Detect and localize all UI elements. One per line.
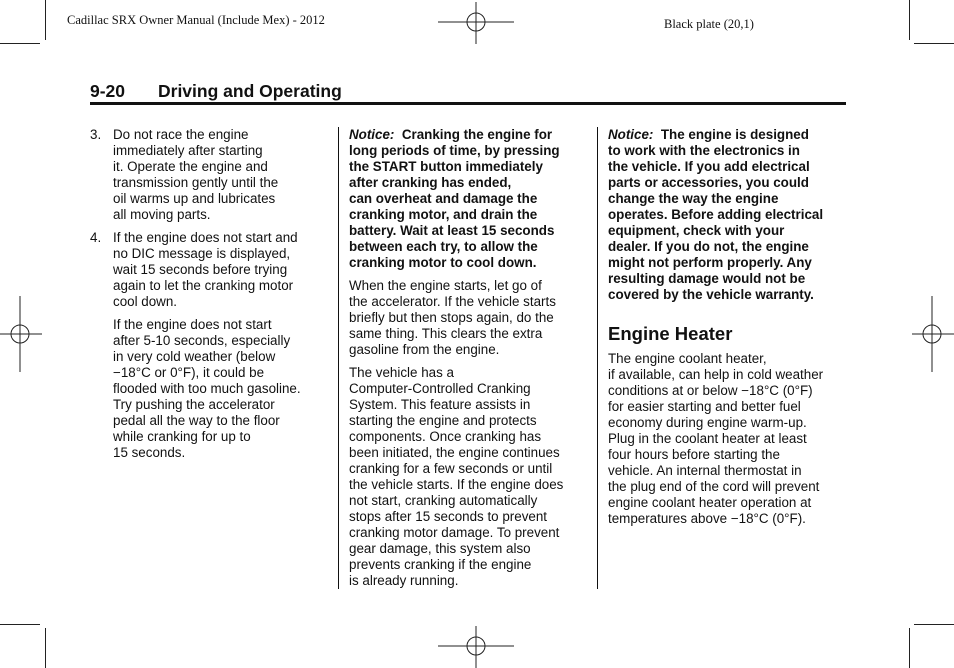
text-line: cool down. (113, 294, 178, 309)
column-2 (349, 127, 589, 596)
registration-mark-bottom-icon (438, 622, 514, 668)
text-line: gasoline from the engine. (349, 342, 500, 357)
text-line: components. Once cranking has (349, 429, 542, 444)
engine-heater-heading: Engine Heater (608, 323, 733, 344)
list-item (90, 127, 326, 223)
text-line: again to let the cranking motor (113, 278, 294, 293)
text-line: in very cold weather (below (113, 349, 276, 364)
text-line: it. Operate the engine and (113, 159, 268, 174)
paragraph (349, 365, 589, 589)
text-line: not start, cranking automatically (349, 493, 538, 508)
text-line: wait 15 seconds before trying (113, 262, 288, 277)
text-line: for easier starting and better fuel (608, 399, 801, 414)
crop-mark (909, 628, 910, 668)
notice-block (608, 127, 850, 303)
text-line: starting the engine and protects (349, 413, 537, 428)
notice-label: Notice: (349, 127, 395, 142)
text-line: stops after 15 seconds to prevent (349, 509, 548, 524)
text-line: flooded with too much gasoline. (113, 381, 301, 396)
text-line: Cranking the engine for (401, 127, 553, 142)
text-line: resulting damage would not be (608, 271, 806, 286)
text-line: the vehicle starts. If the engine does (349, 477, 564, 492)
column-1 (90, 127, 326, 468)
text-line: If the engine does not start (113, 317, 272, 332)
text-line: might not perform properly. Any (608, 255, 812, 270)
text-line: the vehicle. If you add electrical (608, 159, 810, 174)
text-line: covered by the vehicle warranty. (608, 287, 814, 302)
text-line: operates. Before adding electrical (608, 207, 824, 222)
text-line: can overheat and damage the (349, 191, 538, 206)
text-line: immediately after starting (113, 143, 263, 158)
text-line: after 5-10 seconds, especially (113, 333, 291, 348)
section-header (90, 81, 846, 105)
crop-mark (45, 0, 46, 40)
text-line: no DIC message is displayed, (113, 246, 291, 261)
text-line: Do not race the engine (113, 127, 249, 142)
text-line: while cranking for up to (113, 429, 251, 444)
list-item (90, 230, 326, 310)
column-divider (597, 127, 598, 589)
text-line: to work with the electronics in (608, 143, 800, 158)
text-line: Computer-Controlled Cranking (349, 381, 531, 396)
text-line: The vehicle has a (349, 365, 454, 380)
crop-mark (914, 43, 954, 44)
text-line: conditions at or below −18°C (0°F) (608, 383, 813, 398)
plate-label: Black plate (20,1) (664, 17, 754, 31)
notice-block (349, 127, 589, 271)
text-line: transmission gently until the (113, 175, 279, 190)
section-title: Driving and Operating (158, 81, 342, 101)
text-line: gear damage, this system also (349, 541, 531, 556)
text-line: vehicle. An internal thermostat in (608, 463, 802, 478)
book-title: Cadillac SRX Owner Manual (Include Mex) - 2012 (67, 13, 325, 27)
text-line: If the engine does not start and (113, 230, 298, 245)
crop-mark (0, 43, 40, 44)
notice-label: Notice: (608, 127, 654, 142)
text-line: prevents cranking if the engine (349, 557, 532, 572)
column-3 (608, 127, 850, 534)
text-line: parts or accessories, you could (608, 175, 809, 190)
page-number: 9-20 (90, 81, 126, 101)
text-line: When the engine starts, let go of (349, 278, 542, 293)
paragraph (90, 317, 326, 461)
paragraph (608, 351, 850, 527)
crop-mark (0, 624, 40, 625)
text-line: the plug end of the cord will prevent (608, 479, 820, 494)
text-line: equipment, check with your (608, 223, 785, 238)
paragraph (349, 278, 589, 358)
text-line: oil warms up and lubricates (113, 191, 276, 206)
text-line: all moving parts. (113, 207, 211, 222)
text-line: the accelerator. If the vehicle starts (349, 294, 556, 309)
text-line: temperatures above −18°C (0°F). (608, 511, 806, 526)
text-line: 15 seconds. (113, 445, 186, 460)
text-line: economy during engine warm-up. (608, 415, 807, 430)
crop-mark (45, 628, 46, 668)
text-line: after cranking has ended, (349, 175, 512, 190)
text-line: same thing. This clears the extra (349, 326, 543, 341)
text-line: if available, can help in cold weather (608, 367, 824, 382)
text-line: cranking motor damage. To prevent (349, 525, 560, 540)
registration-mark-right-icon (910, 296, 954, 372)
text-line: pedal all the way to the floor (113, 413, 280, 428)
text-line: cranking motor, and drain the (349, 207, 538, 222)
text-line: The engine is designed (660, 127, 809, 142)
list-number: 3. (90, 127, 102, 142)
text-line: briefly but then stops again, do the (349, 310, 554, 325)
crop-mark (909, 0, 910, 40)
list-number: 4. (90, 230, 102, 245)
text-line: between each try, to allow the (349, 239, 538, 254)
text-line: been initiated, the engine continues (349, 445, 560, 460)
text-line: Plug in the coolant heater at least (608, 431, 807, 446)
column-divider (338, 127, 339, 589)
registration-mark-left-icon (0, 296, 44, 372)
text-line: long periods of time, by pressing (349, 143, 560, 158)
text-line: Try pushing the accelerator (113, 397, 275, 412)
text-line: change the way the engine (608, 191, 779, 206)
text-line: battery. Wait at least 15 seconds (349, 223, 555, 238)
registration-mark-top-icon (438, 0, 514, 48)
text-line: cranking motor to cool down. (349, 255, 537, 270)
text-line: The engine coolant heater, (608, 351, 767, 366)
text-line: System. This feature assists in (349, 397, 531, 412)
text-line: is already running. (349, 573, 459, 588)
crop-mark (914, 624, 954, 625)
text-line: the START button immediately (349, 159, 543, 174)
text-line: engine coolant heater operation at (608, 495, 812, 510)
text-line: −18°C or 0°F), it could be (113, 365, 265, 380)
text-line: dealer. If you do not, the engine (608, 239, 809, 254)
text-line: four hours before starting the (608, 447, 780, 462)
text-line: cranking for a few seconds or until (349, 461, 553, 476)
